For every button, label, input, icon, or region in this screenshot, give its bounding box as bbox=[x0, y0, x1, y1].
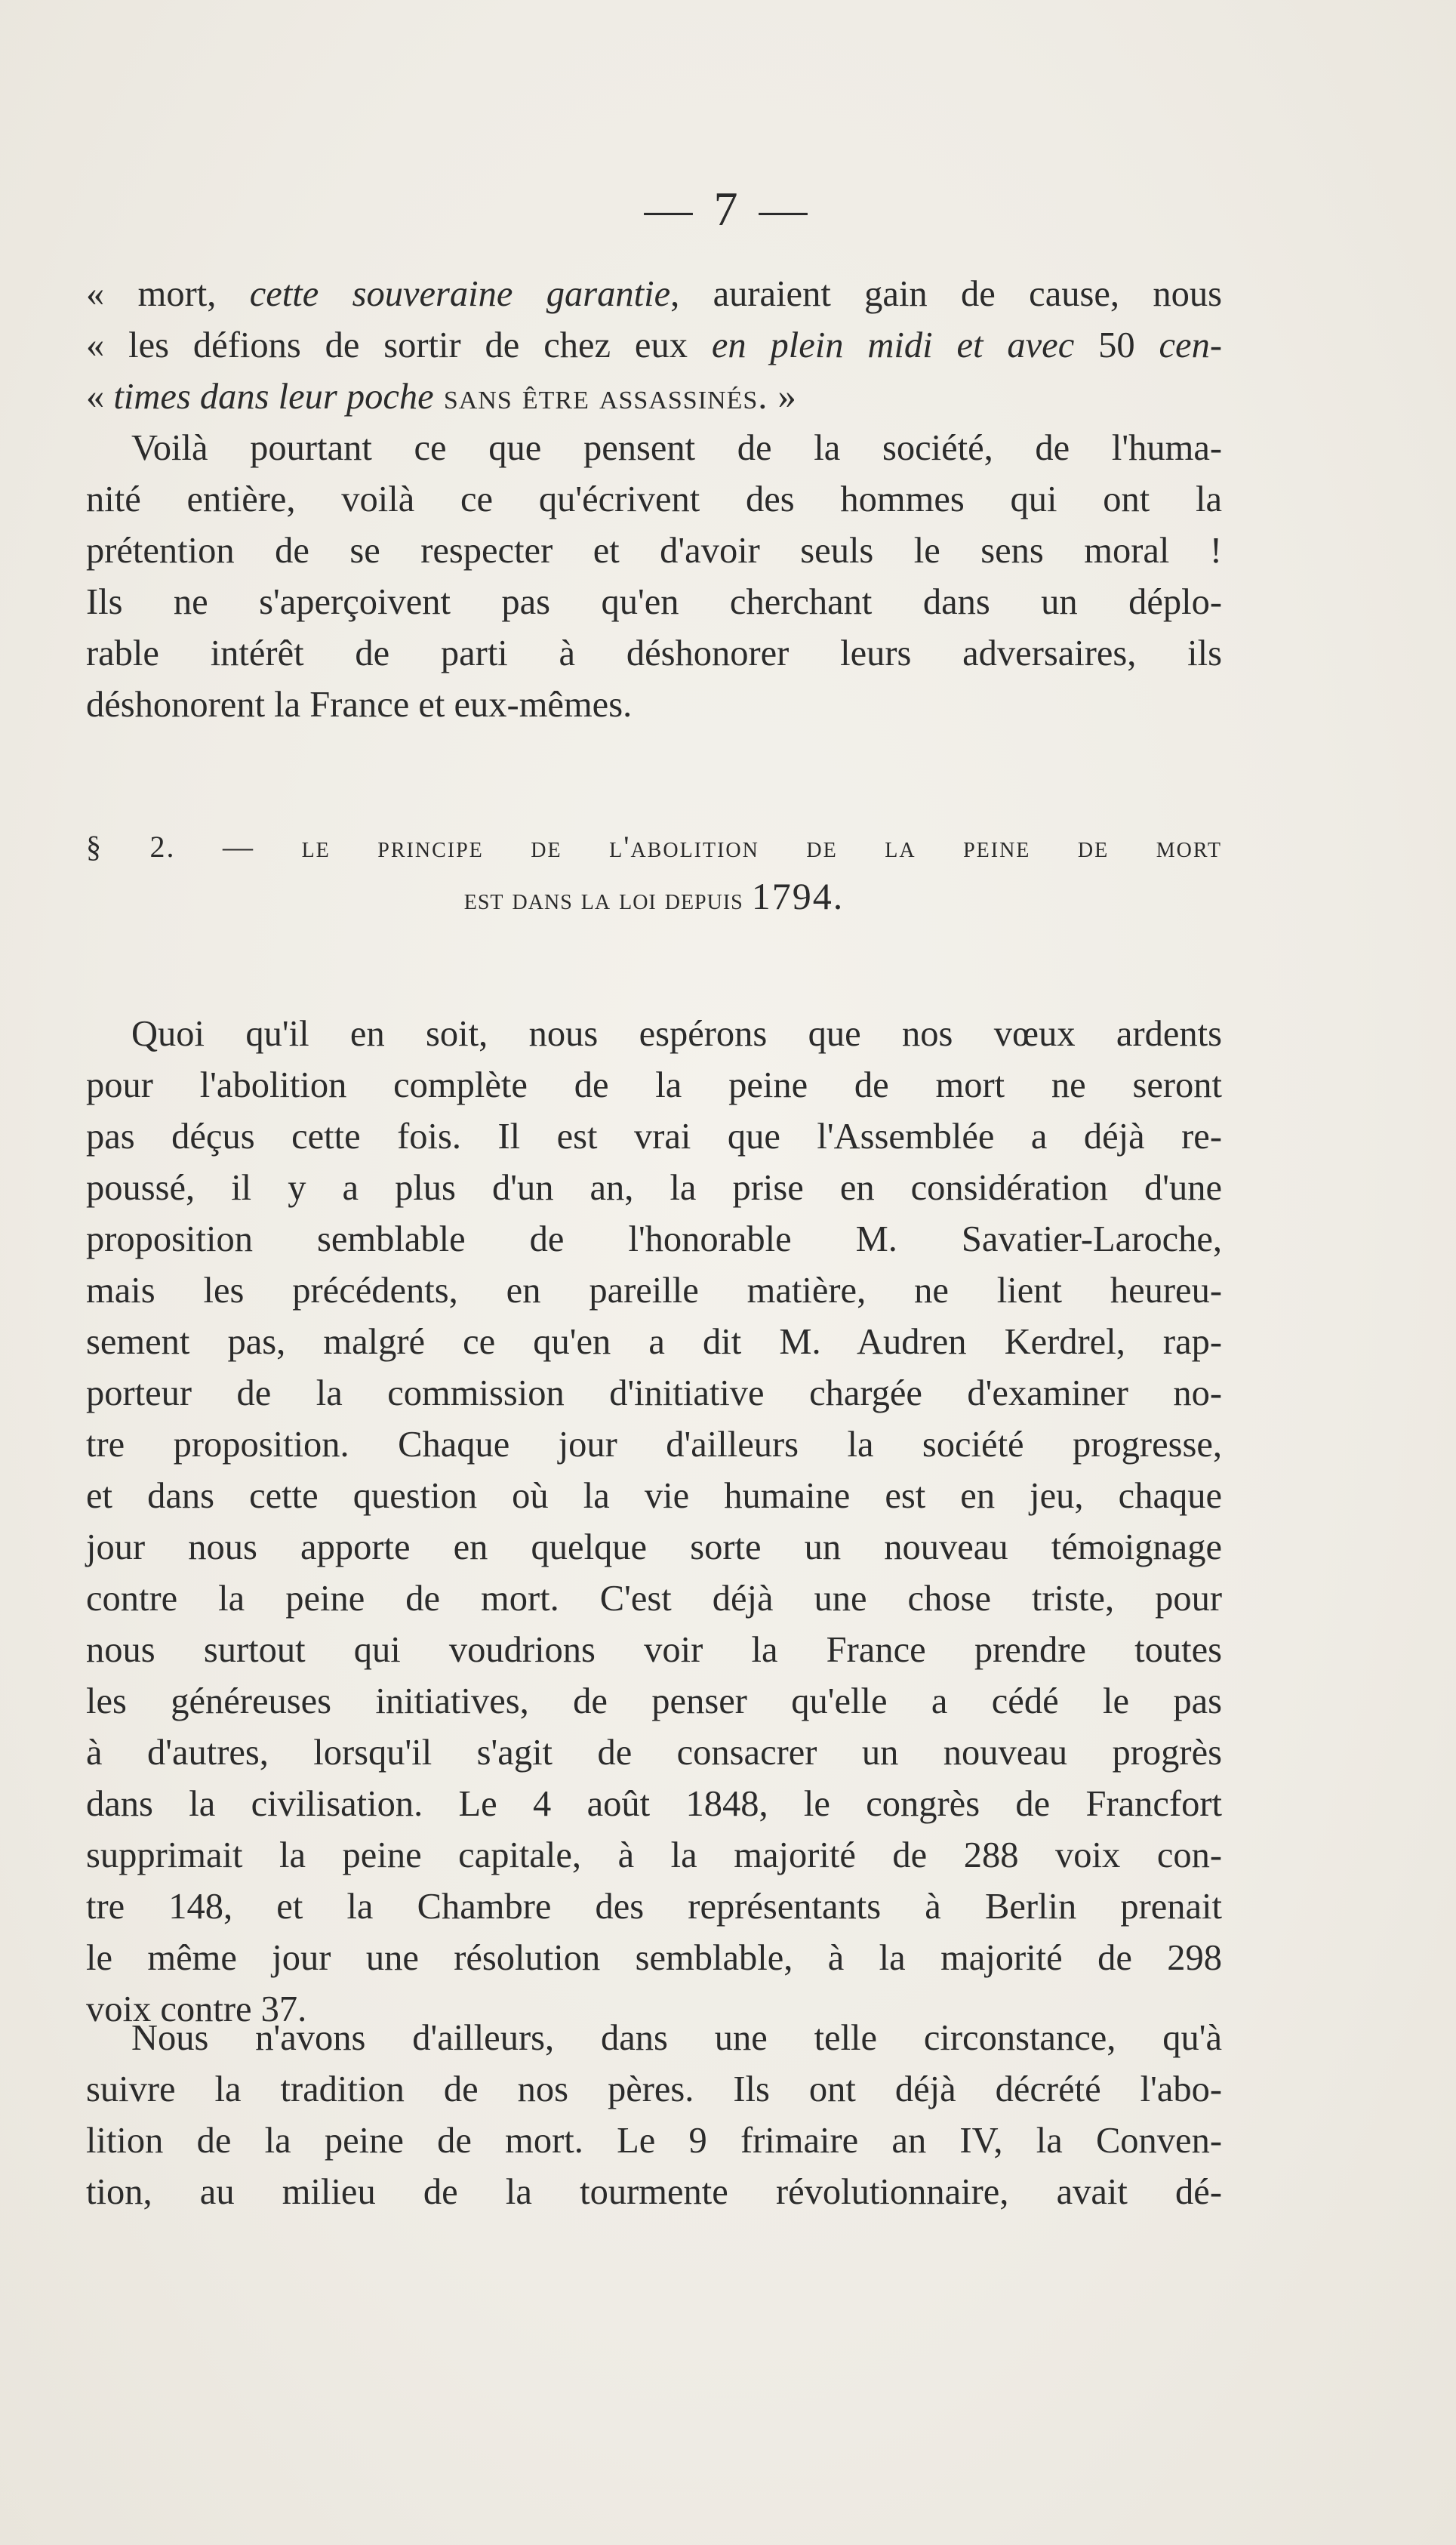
text-line: porteur de la commission d'initiative chargée d'examiner no- bbox=[86, 1373, 1222, 1413]
paragraph-tradition bbox=[86, 2013, 1222, 2218]
text-line: suivre la tradition de nos pères. Ils ont déjà décrété l'abo- bbox=[86, 2069, 1222, 2109]
section-heading bbox=[86, 823, 1222, 921]
text-line: tion, au milieu de la tourmente révolutionnaire, avait dé- bbox=[86, 2172, 1222, 2212]
text-line: Quoi qu'il en soit, nous espérons que nos vœux ardents bbox=[131, 1014, 1222, 1054]
text-line: pour l'abolition complète de la peine de mort ne seront bbox=[86, 1065, 1222, 1105]
text-line: déshonorent la France et eux-mêmes. bbox=[86, 685, 633, 725]
text-line: prétention de se respecter et d'avoir seuls le sens moral ! bbox=[86, 531, 1222, 571]
paragraph-commentary bbox=[86, 423, 1222, 731]
text-line: nous surtout qui voudrions voir la France prendre toutes bbox=[86, 1630, 1222, 1670]
text-line: lition de la peine de mort. Le 9 frimaire an IV, la Conven- bbox=[86, 2121, 1222, 2161]
section-heading-line-2: est dans la loi depuis 1794. bbox=[463, 875, 845, 917]
text-line: mais les précédents, en pareille matière, ne lient heureu- bbox=[86, 1271, 1222, 1311]
text-line: Nous n'avons d'ailleurs, dans une telle circonstance, qu'à bbox=[131, 2018, 1222, 2058]
text-line: tre proposition. Chaque jour d'ailleurs la société progresse, bbox=[86, 1425, 1222, 1465]
text-line: rable intérêt de parti à déshonorer leurs adversaires, ils bbox=[86, 633, 1222, 673]
text-line: sement pas, malgré ce qu'en a dit M. Audren Kerdrel, rap- bbox=[86, 1322, 1222, 1362]
text-line: pas déçus cette fois. Il est vrai que l'Assemblée a déjà re- bbox=[86, 1117, 1222, 1157]
text-line: tre 148, et la Chambre des représentants à Berlin prenait bbox=[86, 1887, 1222, 1927]
quote-line-1: « mort, cette souveraine garantie, auraient gain de cause, nous bbox=[86, 274, 1223, 314]
text-line: les généreuses initiatives, de penser qu'elle a cédé le pas bbox=[86, 1681, 1222, 1721]
paragraph-main bbox=[86, 1009, 1222, 2035]
text-line: le même jour une résolution semblable, à la majorité de 298 bbox=[86, 1938, 1222, 1978]
page-number: — 7 — bbox=[644, 182, 812, 236]
text-line: à d'autres, lorsqu'il s'agit de consacrer un nouveau progrès bbox=[86, 1733, 1222, 1773]
text-line: supprimait la peine capitale, à la majorité de 288 voix con- bbox=[86, 1835, 1222, 1875]
quote-line-3: « times dans leur poche sans être assassinés. » bbox=[86, 377, 797, 417]
quote-line-2: « les défions de sortir de chez eux en plein midi et avec 50 cen- bbox=[86, 325, 1222, 365]
quotation-block bbox=[86, 269, 1222, 423]
text-line: proposition semblable de l'honorable M. Savatier-Laroche, bbox=[86, 1219, 1222, 1259]
section-heading-line-1: § 2. — le principe de l'abolition de la peine de mort bbox=[86, 830, 1222, 864]
text-line: poussé, il y a plus d'un an, la prise en considération d'une bbox=[86, 1168, 1222, 1208]
text-line: Ils ne s'aperçoivent pas qu'en cherchant dans un déplo- bbox=[86, 582, 1222, 622]
text-line: dans la civilisation. Le 4 août 1848, le congrès de Francfort bbox=[86, 1784, 1222, 1824]
text-line: nité entière, voilà ce qu'écrivent des hommes qui ont la bbox=[86, 479, 1222, 519]
text-line: voix contre 37. bbox=[86, 1989, 307, 2029]
text-line: jour nous apporte en quelque sorte un nouveau témoignage bbox=[86, 1527, 1222, 1567]
text-line: contre la peine de mort. C'est déjà une chose triste, pour bbox=[86, 1579, 1222, 1619]
text-line: Voilà pourtant ce que pensent de la société, de l'huma- bbox=[131, 428, 1222, 468]
text-line: et dans cette question où la vie humaine est en jeu, chaque bbox=[86, 1476, 1222, 1516]
